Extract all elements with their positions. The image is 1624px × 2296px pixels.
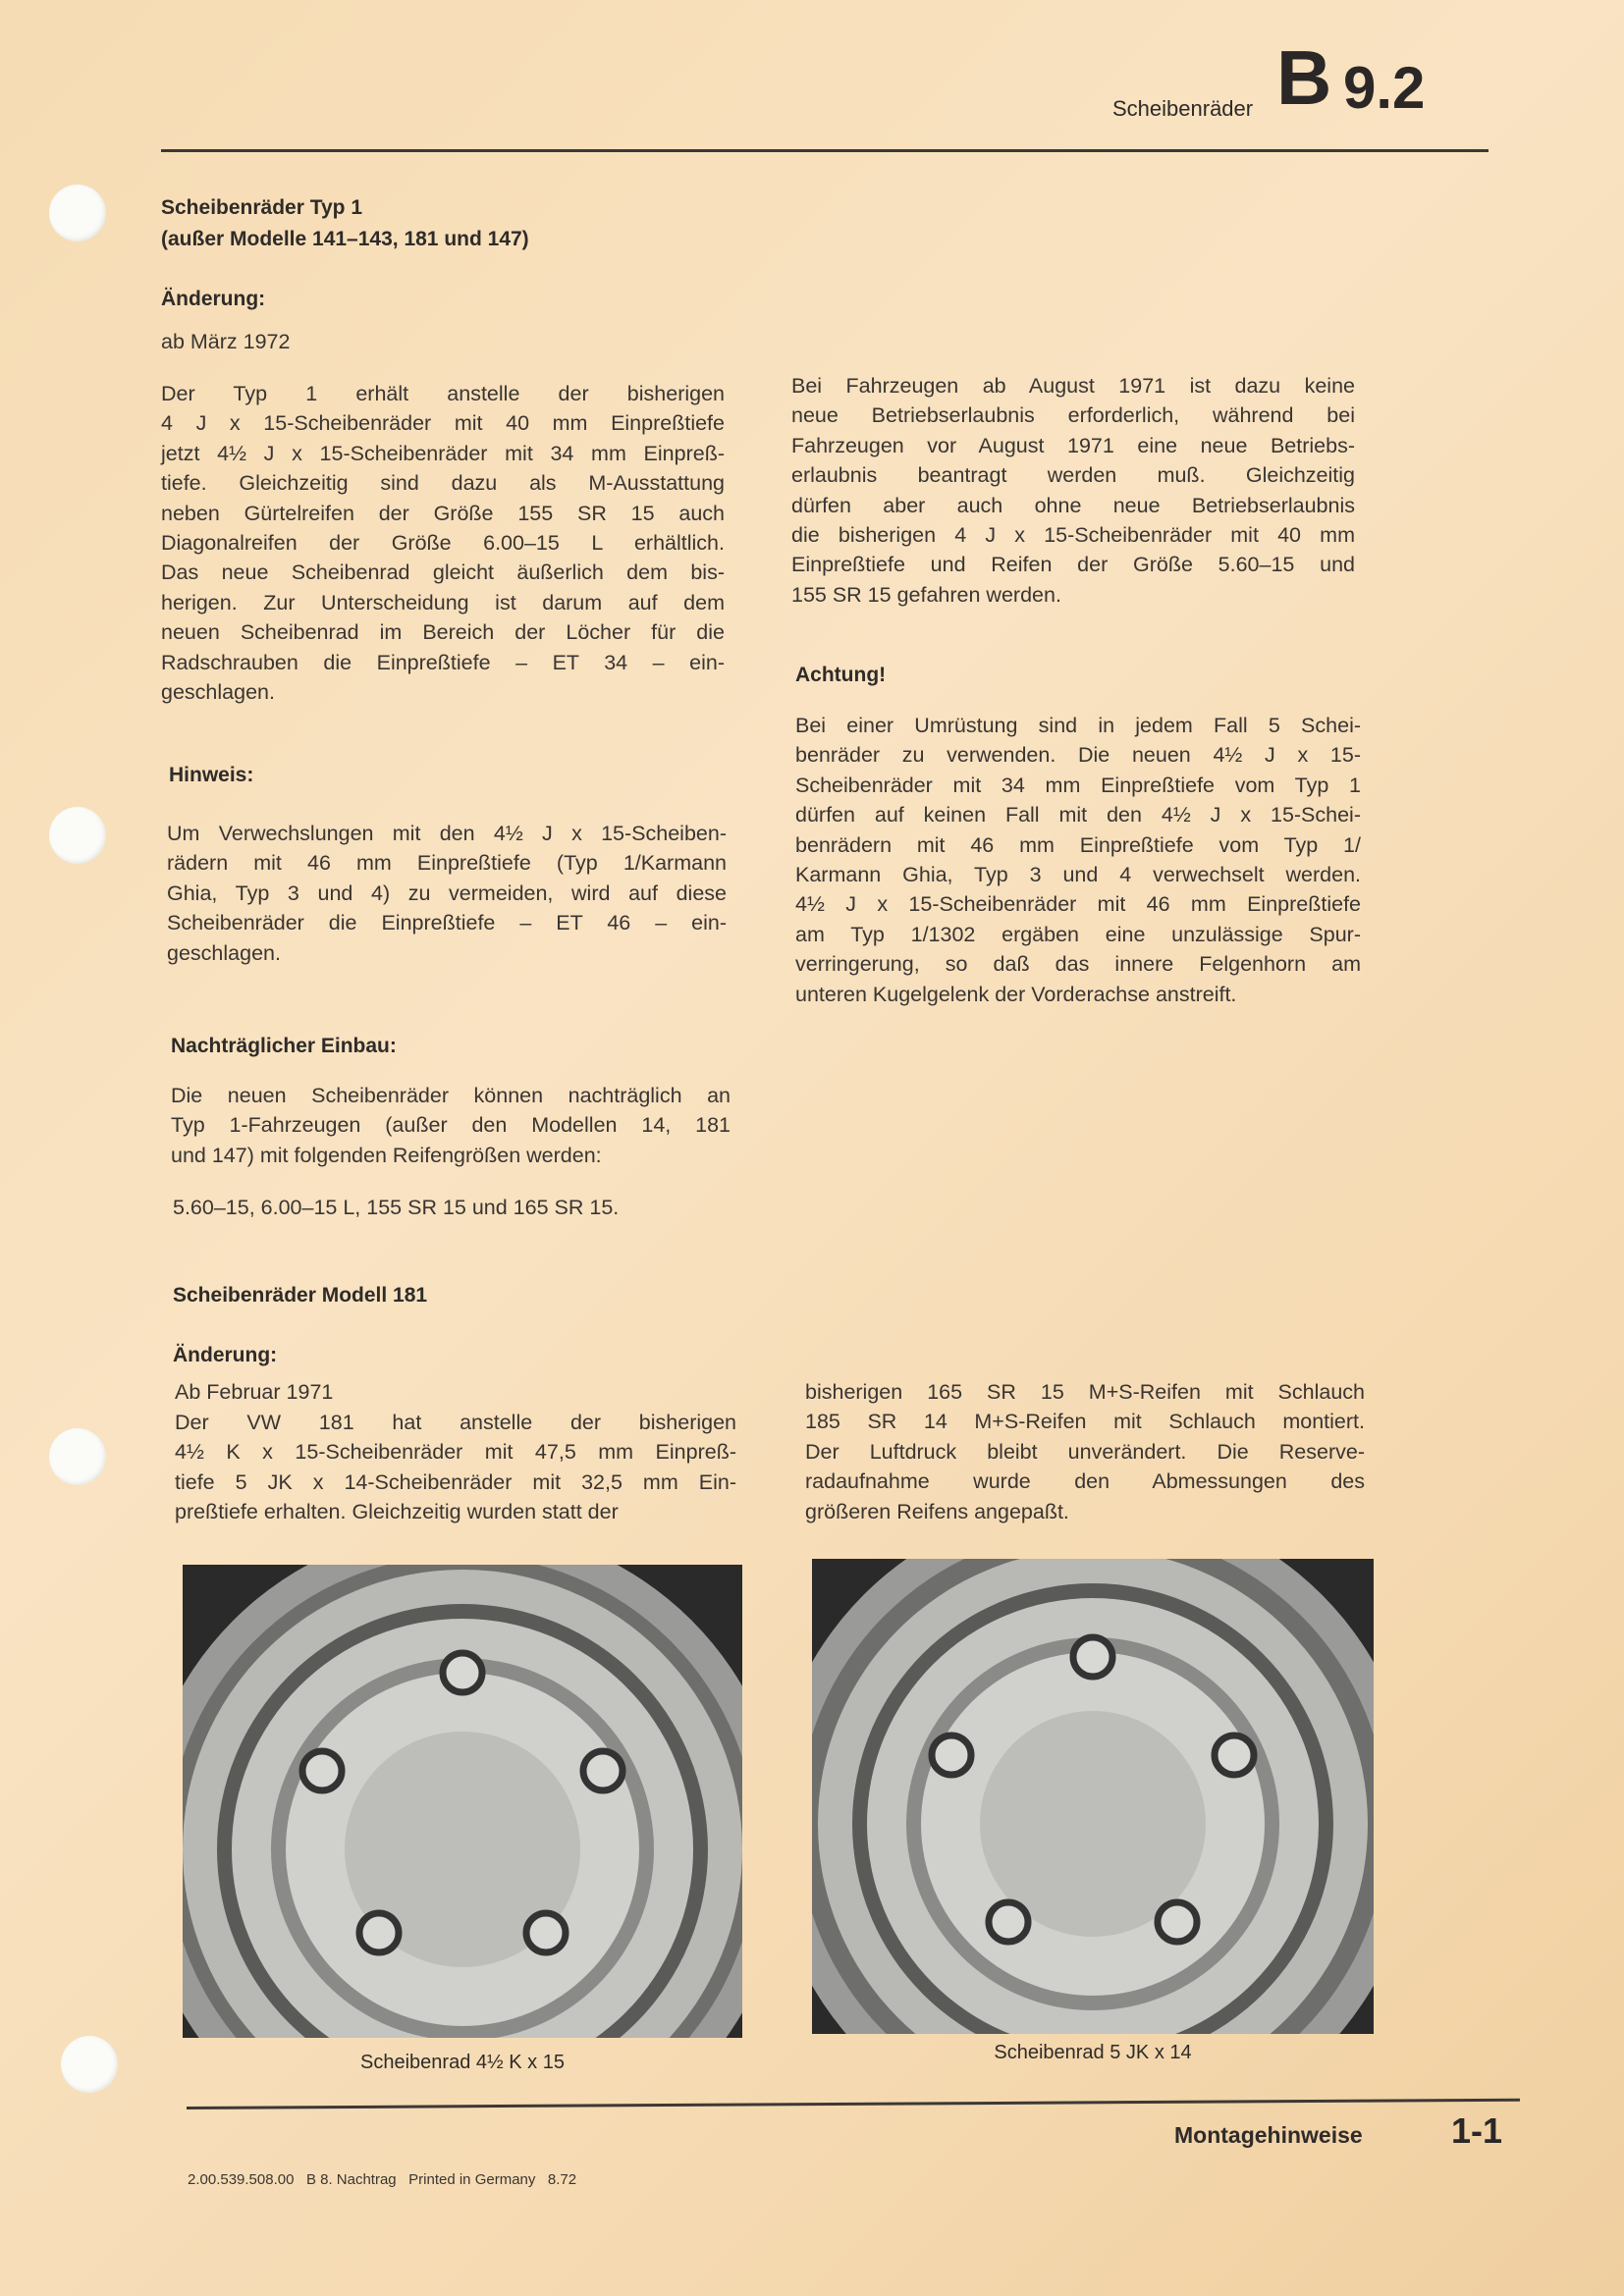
text-line: geschlagen. xyxy=(161,680,275,705)
retrofit-heading: Nachträglicher Einbau: xyxy=(171,1035,397,1057)
section-letter: B xyxy=(1276,34,1331,121)
text-line: 4½ J x 15-Scheibenräder mit 46 mm Einpreßtiefe xyxy=(795,892,1361,917)
text-line: Karmann Ghia, Typ 3 und 4 verwechselt werden. xyxy=(795,863,1361,887)
text-line: die bisherigen 4 J x 15-Scheibenräder mit 40 mm xyxy=(791,523,1355,548)
photo-caption: Scheibenrad 4½ K x 15 xyxy=(360,2052,565,2073)
text-line: Der VW 181 hat anstelle der bisherigen xyxy=(175,1411,736,1434)
paragraph xyxy=(161,379,725,707)
note-heading: Hinweis: xyxy=(169,764,254,786)
section-number: 9.2 xyxy=(1343,55,1426,121)
paragraph xyxy=(805,1377,1365,1526)
text-line: Ghia, Typ 3 und 4) zu vermeiden, wird auf diese xyxy=(167,881,727,905)
chapter-name: Montagehinweise xyxy=(1174,2122,1363,2148)
text-line: Das neue Scheibenrad gleicht äußerlich dem bis- xyxy=(161,561,725,585)
text-line: unteren Kugelgelenk der Vorderachse anstreift. xyxy=(795,982,1237,1006)
paragraph xyxy=(171,1081,731,1170)
section-heading: Scheibenräder Typ 1 xyxy=(161,196,363,219)
text-line: jetzt 4½ J x 15-Scheibenräder mit 34 mm Einpreß- xyxy=(161,441,725,465)
text-line: 4½ K x 15-Scheibenräder mit 47,5 mm Einpreß- xyxy=(175,1440,736,1465)
page-number: 1-1 xyxy=(1451,2110,1503,2151)
text-line: tiefe. Gleichzeitig sind dazu als M-Ausstattung xyxy=(161,471,725,496)
text-line: 155 SR 15 gefahren werden. xyxy=(791,582,1061,607)
section-subheading: (außer Modelle 141–143, 181 und 147) xyxy=(161,228,529,250)
change-date: ab März 1972 xyxy=(161,330,291,353)
text-line: Typ 1-Fahrzeugen (außer den Modellen 14, 181 xyxy=(171,1113,731,1138)
text-line: herigen. Zur Unterscheidung ist darum auf dem xyxy=(161,590,725,614)
paragraph xyxy=(167,819,727,968)
photo-caption: Scheibenrad 5 JK x 14 xyxy=(994,2042,1192,2063)
punch-hole xyxy=(61,2036,118,2093)
text-line: Fahrzeugen vor August 1971 eine neue Betriebs- xyxy=(791,433,1355,457)
change-date: Ab Februar 1971 xyxy=(175,1380,334,1404)
text-line: benräder zu verwenden. Die neuen 4½ J x 15- xyxy=(795,743,1361,768)
paragraph xyxy=(795,711,1361,1009)
text-line: neue Betriebserlaubnis erforderlich, während bei xyxy=(791,403,1355,428)
text-line: verringerung, so daß das innere Felgenhorn am xyxy=(795,952,1361,977)
paragraph xyxy=(175,1408,736,1527)
wheel-photo-4.5k-x-15 xyxy=(183,1565,742,2038)
text-line: dürfen auf keinen Fall mit den 4½ J x 15-Schei- xyxy=(795,803,1361,828)
text-line: Diagonalreifen der Größe 6.00–15 L erhältlich. xyxy=(161,531,725,556)
text-line: erlaubnis beantragt werden muß. Gleichzeitig xyxy=(791,463,1355,488)
text-line: Der Typ 1 erhält anstelle der bisherigen xyxy=(161,382,725,405)
section-title: Scheibenräder xyxy=(1112,96,1254,121)
text-line: am Typ 1/1302 ergäben eine unzulässige Spur- xyxy=(795,922,1361,946)
text-line: Bei Fahrzeugen ab August 1971 ist dazu keine xyxy=(791,374,1355,398)
paragraph xyxy=(791,371,1355,610)
text-line: tiefe 5 JK x 14-Scheibenräder mit 32,5 mm Ein- xyxy=(175,1469,736,1494)
tire-sizes: 5.60–15, 6.00–15 L, 155 SR 15 und 165 SR 15. xyxy=(173,1196,620,1219)
wheel-illustration xyxy=(812,1559,1374,2034)
text-line: Bei einer Umrüstung sind in jedem Fall 5 Schei- xyxy=(795,714,1361,737)
text-line: Scheibenräder mit 34 mm Einpreßtiefe vom Typ 1 xyxy=(795,773,1361,797)
text-line: benrädern mit 46 mm Einpreßtiefe vom Typ 1/ xyxy=(795,832,1361,857)
wheel-illustration xyxy=(183,1565,742,2038)
text-line: neben Gürtelreifen der Größe 155 SR 15 auch xyxy=(161,501,725,525)
punch-hole xyxy=(49,807,106,864)
text-line: dürfen aber auch ohne neue Betriebserlaubnis xyxy=(791,493,1355,517)
text-line: geschlagen. xyxy=(167,940,281,965)
change-heading: Änderung: xyxy=(161,288,266,310)
footer-rule xyxy=(187,2099,1520,2109)
text-line: Um Verwechslungen mit den 4½ J x 15-Scheiben- xyxy=(167,822,727,845)
text-line: preßtiefe erhalten. Gleichzeitig wurden statt der xyxy=(175,1500,619,1524)
text-line: Einpreßtiefe und Reifen der Größe 5.60–15 und xyxy=(791,553,1355,577)
text-line: 185 SR 14 M+S-Reifen mit Schlauch montiert. xyxy=(805,1410,1365,1434)
header-rule xyxy=(161,149,1489,152)
punch-hole xyxy=(49,185,106,241)
text-line: Der Luftdruck bleibt unverändert. Die Reserve- xyxy=(805,1439,1365,1464)
text-line: rädern mit 46 mm Einpreßtiefe (Typ 1/Karmann xyxy=(167,851,727,876)
wheel-photo-5jk-x-14 xyxy=(812,1559,1374,2034)
text-line: radaufnahme wurde den Abmessungen des xyxy=(805,1469,1365,1494)
text-line: bisherigen 165 SR 15 M+S-Reifen mit Schlauch xyxy=(805,1380,1365,1404)
model-181-heading: Scheibenräder Modell 181 xyxy=(173,1284,428,1307)
text-line: Die neuen Scheibenräder können nachträglich an xyxy=(171,1084,731,1107)
imprint: 2.00.539.508.00 B 8. Nachtrag Printed in Germany 8.72 xyxy=(188,2171,577,2188)
text-line: Scheibenräder die Einpreßtiefe – ET 46 – ein- xyxy=(167,911,727,935)
punch-hole xyxy=(49,1428,106,1485)
text-line: neuen Scheibenrad im Bereich der Löcher für die xyxy=(161,620,725,645)
warning-heading: Achtung! xyxy=(795,664,887,686)
text-line: und 147) mit folgenden Reifengrößen werden: xyxy=(171,1143,602,1167)
change-heading: Änderung: xyxy=(173,1344,278,1366)
text-line: größeren Reifens angepaßt. xyxy=(805,1499,1069,1523)
text-line: 4 J x 15-Scheibenräder mit 40 mm Einpreßtiefe xyxy=(161,411,725,436)
text-line: Radschrauben die Einpreßtiefe – ET 34 – ein- xyxy=(161,650,725,674)
